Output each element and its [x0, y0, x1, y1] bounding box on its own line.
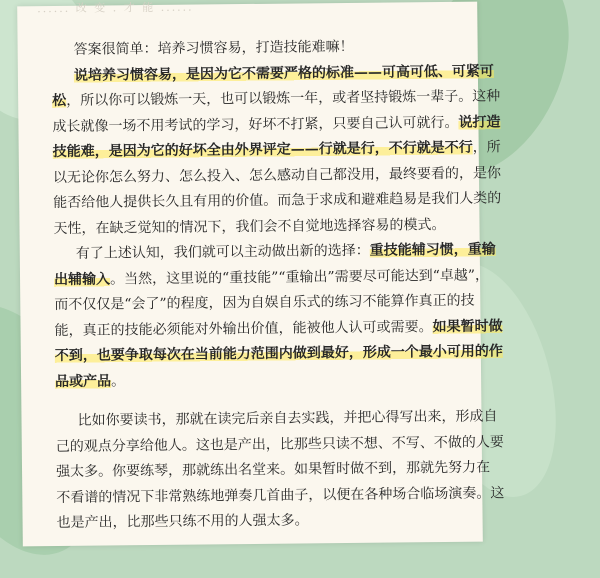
body-text: 比如你要读书，那就在读完后亲自去实践，并把心得写出来，形成自: [77, 408, 498, 429]
body-text: 己的观点分享给他人。这也是产出，比那些只读不想、不写、不做的人要: [55, 433, 504, 455]
body-text: 成长就像一场不用考试的学习，好坏不打紧，只要自己认可就行。: [52, 114, 459, 135]
highlighted-text: 技能难，是因为它的好坏全由外界评定——行就是行，不行就是不行: [52, 139, 473, 161]
text-line: [56, 455, 496, 485]
body-text: 天性，在缺乏觉知的情况下，我们会不自觉地选择容易的模式。: [53, 216, 446, 237]
text-line: [53, 186, 502, 216]
text-line: [54, 339, 503, 369]
text-line: [54, 288, 494, 318]
text-line: [52, 135, 501, 165]
body-text: 能，真正的技能必须能对外输出价值，能被他人认可或需要。: [54, 318, 433, 339]
book-page: [17, 0, 505, 547]
body-text: 以无论你怎么努力、怎么投入、怎么感动自己都没用，最终要看的，是你: [52, 164, 502, 186]
text-line: [56, 481, 505, 511]
body-text: 也是产出，比那些只练不用的人强太多。: [56, 512, 309, 532]
body-text: 不看谱的情况下非常熟练地弹奏几首曲子，以便在各种场合临场演奏。这: [56, 484, 505, 506]
bleed-through-text: ...... 改 变 . 才 能 ......: [37, 0, 194, 16]
highlighted-text: 说培养习惯容易，是因为它不需要严格的标准——可高可低、可紧可: [73, 62, 494, 84]
highlighted-text: 如果暂时做: [432, 317, 503, 335]
text-line: [56, 506, 496, 536]
highlighted-text: 不到，也要争取每次在当前能力范围内做到最好，形成一个最小可用的作: [54, 343, 503, 365]
body-text: 答案很简单：培养习惯容易，打造技能难嘛！: [73, 38, 354, 58]
body-text: 有了上述认知，我们就可以主动做出新的选择：: [75, 242, 370, 262]
text-line: [52, 84, 501, 114]
highlighted-text: 重技能辅习惯，重输: [369, 241, 496, 259]
body-text: 。当然，这里说的“重技能”“重输出”需要尽可能达到“卓越”，: [109, 266, 490, 287]
highlighted-text: 出辅输入: [53, 270, 111, 288]
highlighted-text: 说打造: [458, 113, 501, 131]
body-text: 能否给他人提供长久且有用的价值。而急于求成和避难趋易是我们人类的: [53, 190, 502, 212]
body-text: ，所以你可以锻炼一天，也可以锻炼一年，或者坚持锻炼一辈子。这种: [66, 88, 501, 109]
text-line: [55, 404, 498, 434]
body-text: 。: [111, 372, 126, 389]
body-text: 而不仅仅是“会了”的程度，因为自娱自乐式的练习不能算作真正的技: [54, 292, 475, 314]
page-body: [52, 33, 505, 536]
highlighted-text: 松: [52, 92, 67, 110]
highlighted-text: 品或产品: [55, 372, 112, 390]
text-line: [54, 237, 494, 267]
body-text: ，所: [472, 139, 501, 156]
body-text: 强太多。你要练琴，那就练出名堂来。如果暂时做不到，那就先努力在: [55, 459, 491, 481]
